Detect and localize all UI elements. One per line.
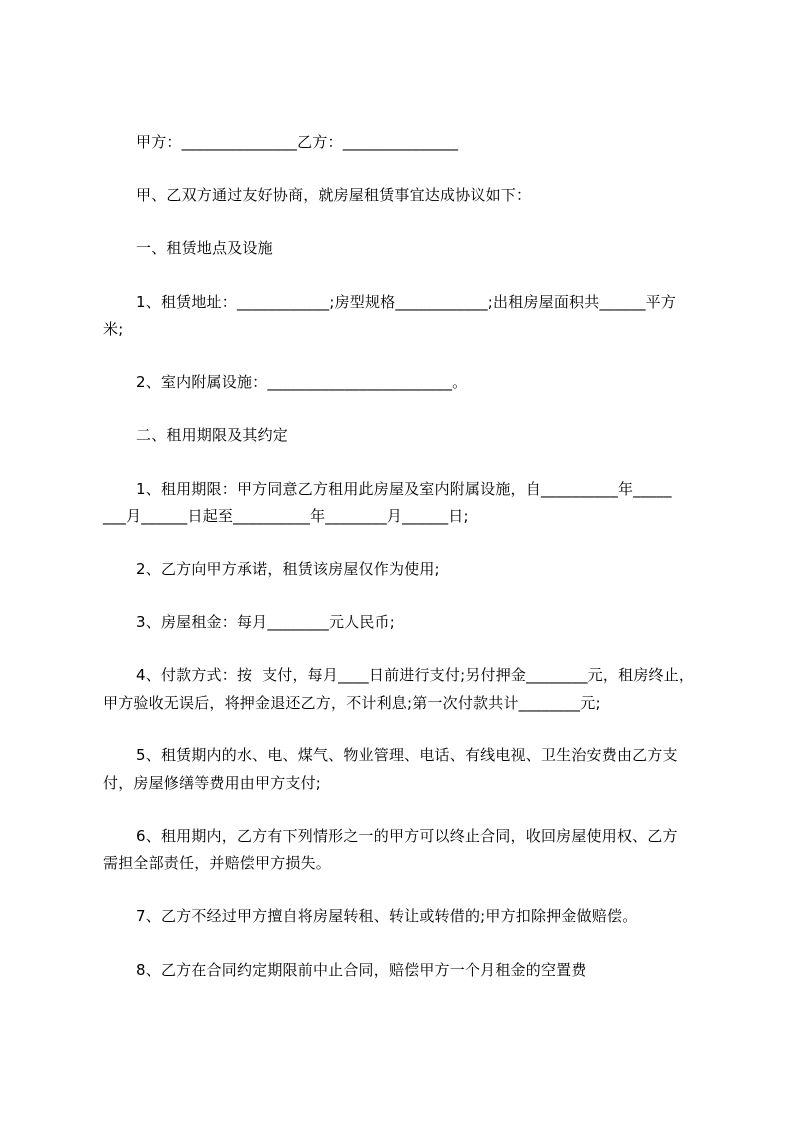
- section-2-item-8: 8、乙方在合同约定期限前中止合同，赔偿甲方一个月租金的空置费: [136, 961, 587, 979]
- section-2-item-7: 7、乙方不经过甲方擅自将房屋转租、转让或转借的;甲方扣除押金做赔偿。: [136, 907, 638, 925]
- section-2-item-1-line-1: 1、租用期限：甲方同意乙方租用此房屋及室内附属设施，自__________年_____: [136, 480, 672, 498]
- section-2-item-4-line-1: 4、付款方式：按 支付，每月____日前进行支付;另付押金________元，租房终止，: [136, 666, 695, 684]
- section-2-item-3: 3、房屋租金：每月________元人民币;: [136, 613, 395, 631]
- section-2-item-5-line-2: 付，房屋修缮等费用由甲方支付;: [103, 774, 322, 792]
- section-1-item-1-line-2: 米;: [103, 320, 124, 338]
- section-2-item-6-line-2: 需担全部责任，并赔偿甲方损失。: [103, 854, 332, 872]
- section-2-item-6-line-1: 6、租用期内，乙方有下列情形之一的甲方可以终止合同，收回房屋使用权、乙方: [136, 827, 678, 845]
- section-2-item-2: 2、乙方向甲方承诺，租赁该房屋仅作为使用;: [136, 560, 440, 578]
- parties-line: 甲方：_______________乙方：_______________: [136, 133, 459, 151]
- section-2-heading: 二、租用期限及其约定: [136, 426, 289, 444]
- section-2-item-4-line-2: 甲方验收无误后，将押金退还乙方，不计利息;第一次付款共计________元;: [103, 694, 601, 712]
- section-2-item-5-line-1: 5、租赁期内的水、电、煤气、物业管理、电话、有线电视、卫生治安费由乙方支: [136, 746, 678, 764]
- intro-paragraph: 甲、乙双方通过友好协商，就房屋租赁事宜达成协议如下：: [136, 186, 532, 204]
- section-1-heading: 一、租赁地点及设施: [136, 239, 273, 257]
- section-2-item-1-line-2: ___月______日起至__________年________月______日;: [103, 507, 469, 525]
- section-1-item-2: 2、室内附属设施：________________________。: [136, 373, 468, 391]
- section-1-item-1-line-1: 1、租赁地址：____________;房型规格____________;出租房屋面积共______平方: [136, 293, 677, 311]
